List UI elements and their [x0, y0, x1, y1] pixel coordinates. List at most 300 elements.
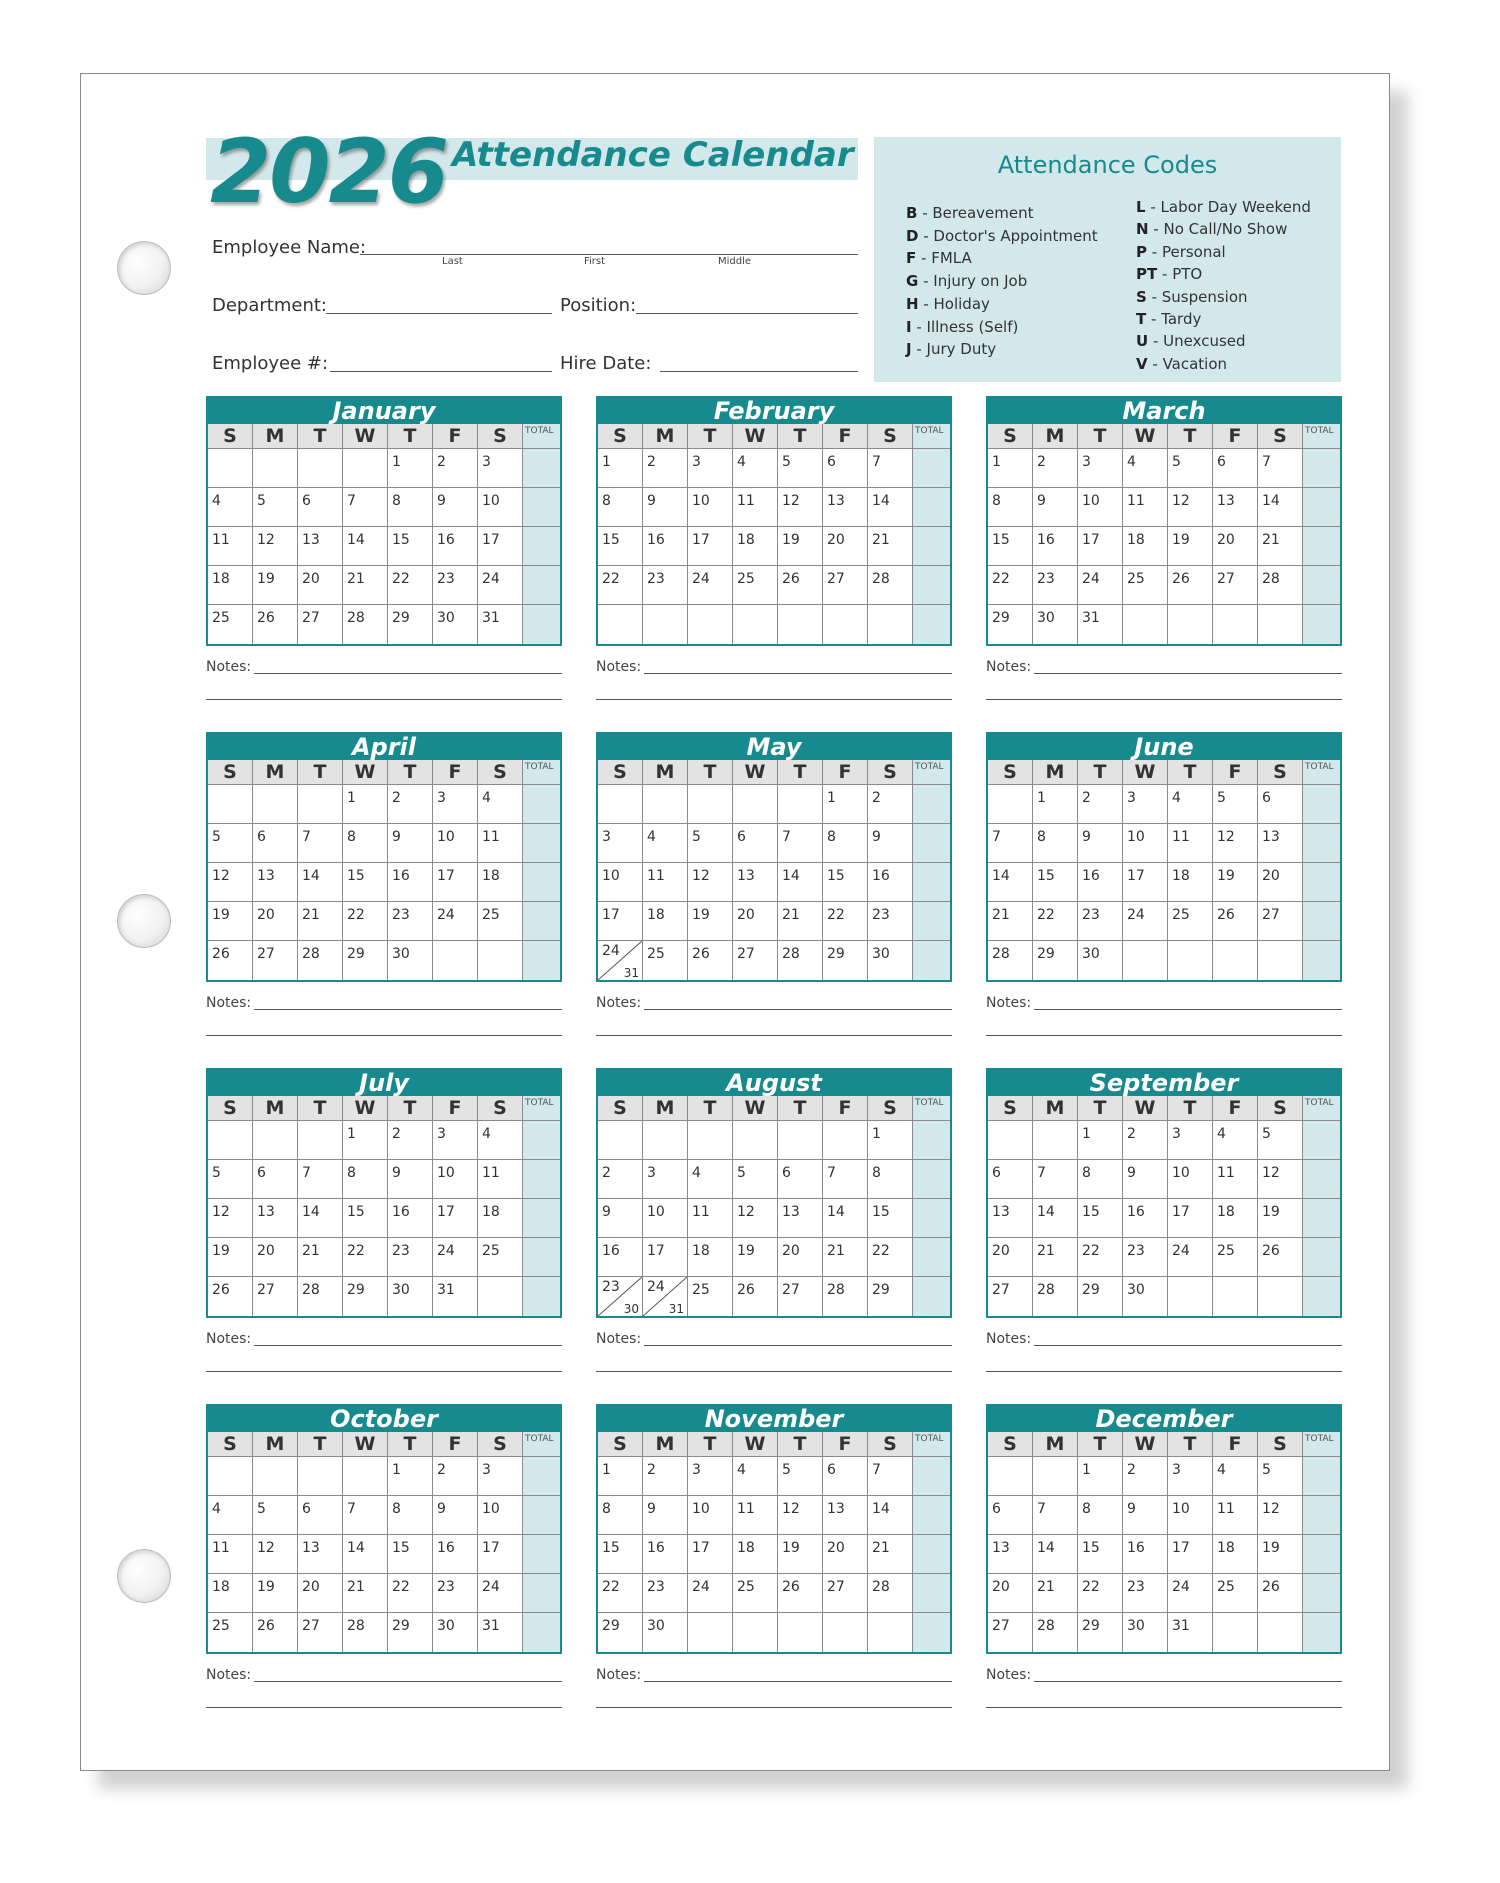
- notes-line[interactable]: [644, 1009, 952, 1010]
- day-cell[interactable]: [1258, 1121, 1303, 1160]
- day-cell[interactable]: [1258, 488, 1303, 527]
- day-cell[interactable]: [388, 863, 433, 902]
- day-cell[interactable]: [1033, 1496, 1078, 1535]
- day-cell[interactable]: [298, 1199, 343, 1238]
- week-total-cell[interactable]: [1303, 941, 1340, 980]
- day-cell[interactable]: [343, 863, 388, 902]
- day-cell[interactable]: [823, 1238, 868, 1277]
- day-cell[interactable]: [1033, 605, 1078, 644]
- day-cell[interactable]: [733, 1574, 778, 1613]
- day-cell[interactable]: [823, 1277, 868, 1316]
- notes-line[interactable]: [644, 673, 952, 674]
- day-cell[interactable]: [478, 863, 523, 902]
- empty-day-cell[interactable]: [208, 1457, 253, 1496]
- day-cell[interactable]: [598, 863, 643, 902]
- day-cell[interactable]: [778, 1277, 823, 1316]
- day-cell[interactable]: [253, 824, 298, 863]
- day-cell[interactable]: [733, 863, 778, 902]
- day-cell[interactable]: [1033, 527, 1078, 566]
- day-cell[interactable]: [823, 449, 868, 488]
- day-cell[interactable]: [343, 488, 388, 527]
- week-total-cell[interactable]: [913, 1277, 950, 1316]
- day-cell[interactable]: [298, 1160, 343, 1199]
- day-cell[interactable]: [343, 1496, 388, 1535]
- day-cell[interactable]: [1078, 1277, 1123, 1316]
- week-total-cell[interactable]: [523, 1457, 560, 1496]
- day-cell[interactable]: [433, 1574, 478, 1613]
- day-cell[interactable]: [1078, 824, 1123, 863]
- day-cell[interactable]: [868, 941, 913, 980]
- day-cell[interactable]: [643, 1160, 688, 1199]
- notes-line[interactable]: [254, 1009, 562, 1010]
- day-cell[interactable]: [1213, 1238, 1258, 1277]
- day-cell[interactable]: [1123, 1199, 1168, 1238]
- week-total-cell[interactable]: [523, 1535, 560, 1574]
- day-cell[interactable]: [643, 488, 688, 527]
- day-cell[interactable]: [733, 488, 778, 527]
- day-cell[interactable]: [1213, 488, 1258, 527]
- day-cell[interactable]: [598, 1613, 643, 1652]
- day-cell[interactable]: [1033, 824, 1078, 863]
- day-cell[interactable]: [298, 941, 343, 980]
- empty-day-cell[interactable]: [733, 1121, 778, 1160]
- day-cell[interactable]: [478, 1199, 523, 1238]
- empty-day-cell[interactable]: [823, 605, 868, 644]
- week-total-cell[interactable]: [913, 1496, 950, 1535]
- day-cell[interactable]: [643, 1457, 688, 1496]
- day-cell[interactable]: [823, 1199, 868, 1238]
- day-cell[interactable]: [1033, 1238, 1078, 1277]
- empty-day-cell[interactable]: [733, 605, 778, 644]
- day-cell[interactable]: [433, 449, 478, 488]
- day-cell[interactable]: [823, 527, 868, 566]
- empty-day-cell[interactable]: [343, 449, 388, 488]
- week-total-cell[interactable]: [913, 941, 950, 980]
- day-cell[interactable]: [1168, 449, 1213, 488]
- day-cell[interactable]: [823, 566, 868, 605]
- week-total-cell[interactable]: [913, 1160, 950, 1199]
- notes-line[interactable]: [596, 1371, 952, 1372]
- notes-line[interactable]: [1034, 1681, 1342, 1682]
- day-cell[interactable]: [1213, 863, 1258, 902]
- empty-day-cell[interactable]: [688, 1121, 733, 1160]
- week-total-cell[interactable]: [1303, 1535, 1340, 1574]
- day-cell[interactable]: [1033, 1199, 1078, 1238]
- day-cell[interactable]: [598, 1574, 643, 1613]
- week-total-cell[interactable]: [1303, 1457, 1340, 1496]
- week-total-cell[interactable]: [913, 1199, 950, 1238]
- employee-number-field[interactable]: [330, 371, 552, 372]
- day-cell[interactable]: [388, 1574, 433, 1613]
- day-cell[interactable]: [478, 1496, 523, 1535]
- day-cell[interactable]: [1258, 785, 1303, 824]
- day-cell[interactable]: [778, 566, 823, 605]
- day-cell[interactable]: [1258, 1496, 1303, 1535]
- day-cell[interactable]: [988, 863, 1033, 902]
- empty-day-cell[interactable]: [988, 1457, 1033, 1496]
- empty-day-cell[interactable]: [1033, 1121, 1078, 1160]
- day-cell[interactable]: [988, 527, 1033, 566]
- day-cell[interactable]: [733, 1238, 778, 1277]
- week-total-cell[interactable]: [913, 785, 950, 824]
- week-total-cell[interactable]: [523, 1160, 560, 1199]
- day-cell[interactable]: [1168, 488, 1213, 527]
- empty-day-cell[interactable]: [208, 1121, 253, 1160]
- week-total-cell[interactable]: [523, 1613, 560, 1652]
- day-cell[interactable]: [1033, 1160, 1078, 1199]
- day-cell[interactable]: [868, 1457, 913, 1496]
- day-cell[interactable]: [1213, 1535, 1258, 1574]
- day-cell[interactable]: [1168, 824, 1213, 863]
- day-cell[interactable]: [598, 1535, 643, 1574]
- week-total-cell[interactable]: [1303, 824, 1340, 863]
- day-cell[interactable]: [1258, 863, 1303, 902]
- day-cell[interactable]: [643, 566, 688, 605]
- day-cell[interactable]: [643, 1199, 688, 1238]
- notes-line[interactable]: [986, 1035, 1342, 1036]
- week-total-cell[interactable]: [1303, 1496, 1340, 1535]
- week-total-cell[interactable]: [913, 1238, 950, 1277]
- week-total-cell[interactable]: [1303, 1277, 1340, 1316]
- day-cell[interactable]: [688, 1496, 733, 1535]
- day-cell[interactable]: [298, 1613, 343, 1652]
- week-total-cell[interactable]: [913, 902, 950, 941]
- empty-day-cell[interactable]: [298, 1121, 343, 1160]
- day-cell[interactable]: [598, 1160, 643, 1199]
- day-cell[interactable]: [433, 1199, 478, 1238]
- day-cell[interactable]: [1078, 1121, 1123, 1160]
- week-total-cell[interactable]: [1303, 449, 1340, 488]
- week-total-cell[interactable]: [523, 605, 560, 644]
- day-cell[interactable]: [1258, 1199, 1303, 1238]
- day-cell[interactable]: [1123, 1457, 1168, 1496]
- day-cell[interactable]: [478, 488, 523, 527]
- week-total-cell[interactable]: [1303, 1160, 1340, 1199]
- day-cell[interactable]: [1123, 1238, 1168, 1277]
- day-cell[interactable]: [388, 1457, 433, 1496]
- week-total-cell[interactable]: [523, 449, 560, 488]
- day-cell[interactable]: [298, 1535, 343, 1574]
- day-cell[interactable]: [1078, 488, 1123, 527]
- empty-day-cell[interactable]: [778, 785, 823, 824]
- week-total-cell[interactable]: [913, 1574, 950, 1613]
- day-cell[interactable]: [988, 449, 1033, 488]
- day-cell[interactable]: [1213, 1199, 1258, 1238]
- week-total-cell[interactable]: [523, 941, 560, 980]
- empty-day-cell[interactable]: [1258, 1613, 1303, 1652]
- notes-line[interactable]: [254, 1345, 562, 1346]
- empty-day-cell[interactable]: [1213, 941, 1258, 980]
- empty-day-cell[interactable]: [298, 1457, 343, 1496]
- day-cell[interactable]: [643, 863, 688, 902]
- day-cell[interactable]: [1168, 863, 1213, 902]
- day-cell[interactable]: [688, 1199, 733, 1238]
- day-cell[interactable]: [208, 1277, 253, 1316]
- empty-day-cell[interactable]: [478, 1277, 523, 1316]
- week-total-cell[interactable]: [913, 824, 950, 863]
- day-cell[interactable]: [478, 902, 523, 941]
- day-cell[interactable]: [598, 1496, 643, 1535]
- day-cell[interactable]: [433, 1121, 478, 1160]
- day-cell[interactable]: [598, 527, 643, 566]
- day-cell[interactable]: [1258, 1238, 1303, 1277]
- week-total-cell[interactable]: [1303, 605, 1340, 644]
- day-cell[interactable]: [253, 1574, 298, 1613]
- week-total-cell[interactable]: [913, 527, 950, 566]
- day-cell[interactable]: [823, 902, 868, 941]
- day-cell[interactable]: [1258, 527, 1303, 566]
- day-cell[interactable]: [478, 1535, 523, 1574]
- week-total-cell[interactable]: [1303, 1613, 1340, 1652]
- day-cell[interactable]: [433, 488, 478, 527]
- empty-day-cell[interactable]: [823, 1121, 868, 1160]
- day-cell[interactable]: [988, 824, 1033, 863]
- day-cell[interactable]: [868, 1574, 913, 1613]
- day-cell[interactable]: [868, 1121, 913, 1160]
- day-cell[interactable]: [778, 488, 823, 527]
- day-cell[interactable]: [868, 1277, 913, 1316]
- day-cell[interactable]: [208, 1613, 253, 1652]
- day-cell[interactable]: [478, 1121, 523, 1160]
- day-cell[interactable]: [298, 605, 343, 644]
- day-cell[interactable]: [1123, 902, 1168, 941]
- day-cell[interactable]: [1033, 1277, 1078, 1316]
- day-cell[interactable]: [778, 1574, 823, 1613]
- day-cell[interactable]: [1078, 1574, 1123, 1613]
- day-cell[interactable]: [868, 1160, 913, 1199]
- day-cell[interactable]: [688, 527, 733, 566]
- day-cell[interactable]: [1123, 785, 1168, 824]
- notes-line[interactable]: [644, 1345, 952, 1346]
- day-cell[interactable]: [778, 1199, 823, 1238]
- day-cell[interactable]: [1033, 566, 1078, 605]
- day-cell[interactable]: [388, 1277, 433, 1316]
- day-cell[interactable]: [823, 785, 868, 824]
- empty-day-cell[interactable]: [1168, 605, 1213, 644]
- day-cell[interactable]: [688, 449, 733, 488]
- day-cell[interactable]: [208, 1238, 253, 1277]
- day-cell[interactable]: [688, 566, 733, 605]
- day-cell[interactable]: [208, 824, 253, 863]
- empty-day-cell[interactable]: [253, 785, 298, 824]
- day-cell[interactable]: [208, 1574, 253, 1613]
- day-cell[interactable]: [433, 1277, 478, 1316]
- day-cell[interactable]: [388, 1238, 433, 1277]
- day-cell[interactable]: [688, 1457, 733, 1496]
- empty-day-cell[interactable]: [688, 1613, 733, 1652]
- day-cell[interactable]: [1078, 1199, 1123, 1238]
- day-cell[interactable]: [1213, 449, 1258, 488]
- day-cell[interactable]: [1168, 566, 1213, 605]
- notes-line[interactable]: [254, 1681, 562, 1682]
- week-total-cell[interactable]: [1303, 785, 1340, 824]
- empty-day-cell[interactable]: [298, 449, 343, 488]
- day-cell[interactable]: [208, 1160, 253, 1199]
- day-cell[interactable]: [733, 1457, 778, 1496]
- day-cell[interactable]: [688, 824, 733, 863]
- day-cell[interactable]: [1033, 1535, 1078, 1574]
- day-cell[interactable]: [1078, 566, 1123, 605]
- empty-day-cell[interactable]: [253, 1457, 298, 1496]
- day-cell[interactable]: [1258, 1457, 1303, 1496]
- day-cell[interactable]: [343, 1574, 388, 1613]
- day-cell[interactable]: [388, 605, 433, 644]
- day-cell[interactable]: [388, 449, 433, 488]
- department-field[interactable]: [326, 313, 552, 314]
- day-cell[interactable]: [1168, 1238, 1213, 1277]
- empty-day-cell[interactable]: [1168, 1277, 1213, 1316]
- day-cell[interactable]: [208, 902, 253, 941]
- day-cell[interactable]: [1258, 1160, 1303, 1199]
- week-total-cell[interactable]: [913, 1535, 950, 1574]
- day-cell[interactable]: [343, 785, 388, 824]
- day-cell[interactable]: [343, 902, 388, 941]
- day-cell[interactable]: [868, 1238, 913, 1277]
- day-cell[interactable]: [598, 449, 643, 488]
- employee-name-field[interactable]: [360, 254, 858, 255]
- week-total-cell[interactable]: [913, 1613, 950, 1652]
- day-cell[interactable]: [823, 1457, 868, 1496]
- day-cell[interactable]: [1168, 1121, 1213, 1160]
- day-cell[interactable]: [1123, 1496, 1168, 1535]
- day-cell[interactable]: [778, 1160, 823, 1199]
- day-cell[interactable]: [478, 566, 523, 605]
- empty-day-cell[interactable]: [598, 1121, 643, 1160]
- day-cell[interactable]: [688, 1574, 733, 1613]
- day-cell[interactable]: [253, 527, 298, 566]
- day-cell[interactable]: [478, 785, 523, 824]
- day-cell[interactable]: [343, 824, 388, 863]
- day-cell[interactable]: [688, 902, 733, 941]
- day-cell[interactable]: [343, 941, 388, 980]
- day-cell[interactable]: [478, 1613, 523, 1652]
- day-cell[interactable]: [643, 1496, 688, 1535]
- week-total-cell[interactable]: [913, 1457, 950, 1496]
- day-cell[interactable]: [868, 527, 913, 566]
- day-cell[interactable]: [343, 1238, 388, 1277]
- day-cell[interactable]: [1078, 785, 1123, 824]
- day-cell[interactable]: [343, 566, 388, 605]
- empty-day-cell[interactable]: [1258, 941, 1303, 980]
- week-total-cell[interactable]: [1303, 566, 1340, 605]
- day-cell[interactable]: [208, 527, 253, 566]
- day-cell[interactable]: [1168, 902, 1213, 941]
- day-cell[interactable]: [208, 1535, 253, 1574]
- day-cell[interactable]: [868, 1199, 913, 1238]
- day-cell[interactable]: [1168, 1199, 1213, 1238]
- day-cell[interactable]: [1078, 527, 1123, 566]
- week-total-cell[interactable]: [523, 824, 560, 863]
- day-cell[interactable]: [343, 1535, 388, 1574]
- day-cell[interactable]: [1213, 527, 1258, 566]
- notes-line[interactable]: [206, 699, 562, 700]
- day-cell[interactable]: [388, 824, 433, 863]
- day-cell[interactable]: [433, 566, 478, 605]
- empty-day-cell[interactable]: [1168, 941, 1213, 980]
- day-cell[interactable]: [478, 1574, 523, 1613]
- day-cell[interactable]: [643, 902, 688, 941]
- empty-day-cell[interactable]: [1123, 941, 1168, 980]
- empty-day-cell[interactable]: [778, 605, 823, 644]
- day-cell[interactable]: [1123, 1160, 1168, 1199]
- notes-line[interactable]: [986, 699, 1342, 700]
- day-cell[interactable]: [1078, 1160, 1123, 1199]
- day-cell[interactable]: [388, 1613, 433, 1652]
- empty-day-cell[interactable]: [253, 1121, 298, 1160]
- day-cell[interactable]: [733, 941, 778, 980]
- hire-date-field[interactable]: [660, 371, 858, 372]
- week-total-cell[interactable]: [1303, 902, 1340, 941]
- empty-day-cell[interactable]: [433, 941, 478, 980]
- day-cell[interactable]: [1168, 1160, 1213, 1199]
- day-cell[interactable]: [778, 1496, 823, 1535]
- day-cell[interactable]: [688, 941, 733, 980]
- day-cell[interactable]: [208, 1496, 253, 1535]
- day-cell[interactable]: [778, 1457, 823, 1496]
- day-cell[interactable]: [598, 902, 643, 941]
- day-cell[interactable]: [1258, 449, 1303, 488]
- day-cell[interactable]: [388, 488, 433, 527]
- empty-day-cell[interactable]: [778, 1613, 823, 1652]
- notes-line[interactable]: [1034, 673, 1342, 674]
- day-cell[interactable]: [643, 1277, 688, 1316]
- day-cell[interactable]: [1213, 1457, 1258, 1496]
- empty-day-cell[interactable]: [253, 449, 298, 488]
- day-cell[interactable]: [733, 1199, 778, 1238]
- week-total-cell[interactable]: [523, 785, 560, 824]
- week-total-cell[interactable]: [1303, 1199, 1340, 1238]
- day-cell[interactable]: [1033, 863, 1078, 902]
- day-cell[interactable]: [208, 863, 253, 902]
- day-cell[interactable]: [253, 1160, 298, 1199]
- empty-day-cell[interactable]: [733, 1613, 778, 1652]
- day-cell[interactable]: [388, 941, 433, 980]
- day-cell[interactable]: [388, 1121, 433, 1160]
- day-cell[interactable]: [988, 902, 1033, 941]
- day-cell[interactable]: [208, 566, 253, 605]
- day-cell[interactable]: [478, 1160, 523, 1199]
- day-cell[interactable]: [433, 1238, 478, 1277]
- notes-line[interactable]: [986, 1707, 1342, 1708]
- day-cell[interactable]: [298, 1277, 343, 1316]
- day-cell[interactable]: [478, 449, 523, 488]
- day-cell[interactable]: [298, 1496, 343, 1535]
- notes-line[interactable]: [986, 1371, 1342, 1372]
- day-cell[interactable]: [253, 1199, 298, 1238]
- week-total-cell[interactable]: [523, 863, 560, 902]
- day-cell[interactable]: [1123, 1574, 1168, 1613]
- day-cell[interactable]: [868, 1535, 913, 1574]
- day-cell[interactable]: [388, 785, 433, 824]
- notes-line[interactable]: [644, 1681, 952, 1682]
- day-cell[interactable]: [823, 1535, 868, 1574]
- day-cell[interactable]: [1168, 785, 1213, 824]
- empty-day-cell[interactable]: [298, 785, 343, 824]
- day-cell[interactable]: [298, 1574, 343, 1613]
- day-cell[interactable]: [988, 941, 1033, 980]
- day-cell[interactable]: [253, 1535, 298, 1574]
- day-cell[interactable]: [253, 902, 298, 941]
- day-cell[interactable]: [733, 824, 778, 863]
- day-cell[interactable]: [388, 527, 433, 566]
- day-cell[interactable]: [343, 1121, 388, 1160]
- day-cell[interactable]: [343, 1613, 388, 1652]
- day-cell[interactable]: [643, 1238, 688, 1277]
- week-total-cell[interactable]: [913, 605, 950, 644]
- notes-line[interactable]: [1034, 1009, 1342, 1010]
- day-cell[interactable]: [1258, 566, 1303, 605]
- empty-day-cell[interactable]: [1258, 605, 1303, 644]
